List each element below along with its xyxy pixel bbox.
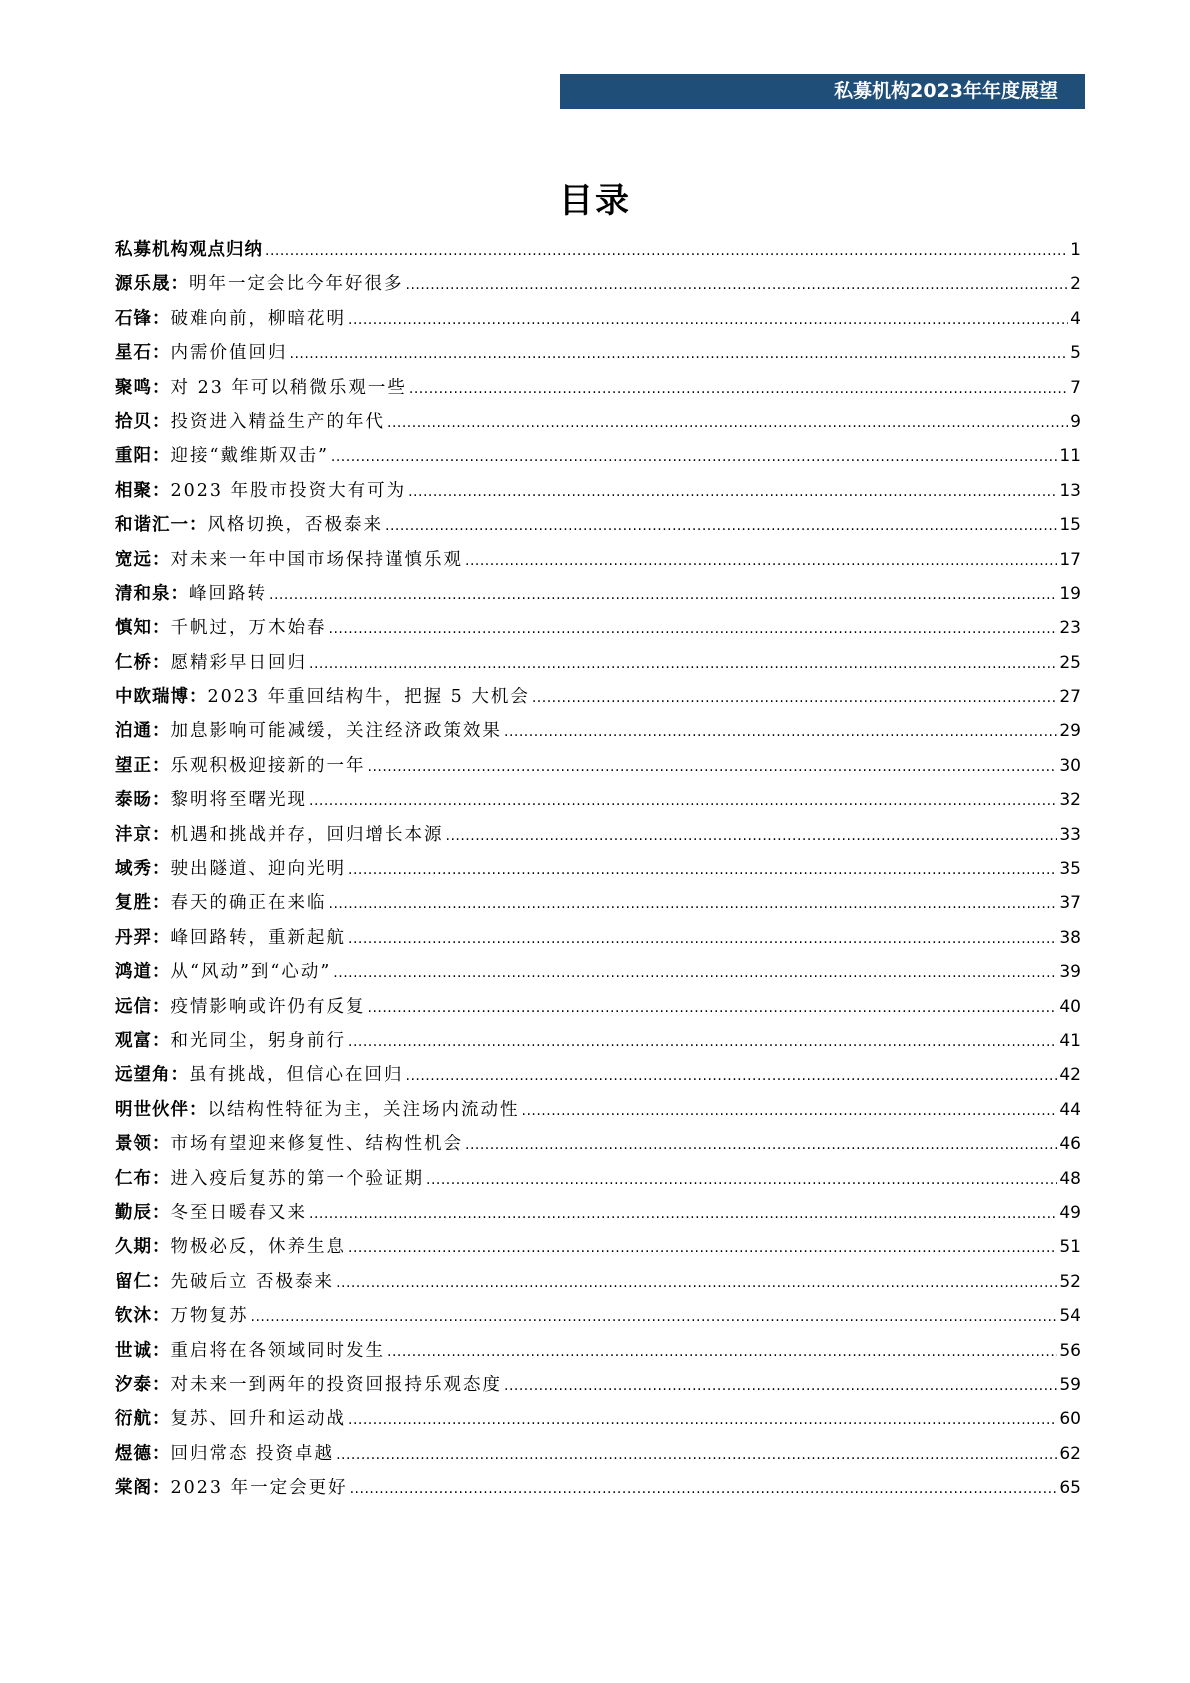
toc-entry-name: 衍航： [115, 1409, 171, 1430]
toc-dot-leader [522, 1103, 1058, 1119]
toc-entry-name: 石锋： [115, 308, 171, 329]
toc-dot-leader [333, 965, 1057, 981]
toc-page-number: 41 [1059, 1030, 1081, 1051]
toc-entry-name: 望正： [115, 755, 171, 776]
toc-entry-subtitle: 2023 年重回结构牛，把握 5 大机会 [207, 687, 530, 708]
toc-page-number: 9 [1070, 411, 1081, 432]
toc-dot-leader [406, 1068, 1058, 1084]
toc-entry-name: 观富： [115, 1030, 171, 1051]
toc-entry[interactable] [115, 546, 1081, 580]
toc-entry-name: 星石： [115, 343, 171, 364]
toc-entry-subtitle: 峰回路转 [189, 583, 267, 604]
toc-dot-leader [331, 449, 1057, 465]
toc-page-number: 51 [1059, 1237, 1081, 1258]
toc-entry-subtitle: 万物复苏 [170, 1306, 249, 1327]
toc-entry-subtitle: 物极必反，休养生息 [170, 1237, 346, 1258]
toc-page-number: 62 [1059, 1443, 1081, 1464]
toc-entry-name: 景领： [115, 1134, 171, 1155]
toc-entry-subtitle: 疫情影响或许仍有反复 [170, 996, 366, 1017]
toc-entry[interactable] [115, 855, 1081, 889]
toc-dot-leader [269, 587, 1057, 603]
toc-dot-leader [348, 931, 1057, 947]
toc-entry-subtitle: 回归常态 投资卓越 [170, 1443, 335, 1464]
toc-dot-leader [348, 1240, 1057, 1256]
toc-entry-name: 汐泰： [115, 1374, 171, 1395]
toc-dot-leader [336, 1275, 1057, 1291]
toc-entry[interactable] [115, 614, 1081, 648]
toc-dot-leader [465, 553, 1057, 569]
toc-dot-leader [309, 656, 1057, 672]
toc-entry[interactable] [115, 1165, 1081, 1199]
toc-entry-subtitle: 投资进入精益生产的年代 [170, 411, 385, 432]
toc-entry[interactable] [115, 1130, 1081, 1164]
toc-page-number: 48 [1059, 1168, 1081, 1189]
toc-entry[interactable] [115, 408, 1081, 442]
toc-page-number: 60 [1059, 1409, 1081, 1430]
toc-entry[interactable] [115, 236, 1081, 270]
toc-page-number: 42 [1059, 1065, 1081, 1086]
toc-page-number: 27 [1059, 687, 1081, 708]
toc-entry[interactable] [115, 993, 1081, 1027]
toc-entry-name: 和谐汇一： [115, 515, 208, 536]
toc-entry-subtitle: 乐观积极迎接新的一年 [170, 755, 366, 776]
toc-page-number: 44 [1059, 1099, 1081, 1120]
toc-entry-subtitle: 峰回路转，重新起航 [170, 927, 346, 948]
toc-dot-leader [348, 312, 1068, 328]
toc-entry-subtitle: 春天的确正在来临 [170, 893, 327, 914]
toc-page-number: 13 [1059, 480, 1081, 501]
toc-page-number: 15 [1059, 515, 1081, 536]
toc-dot-leader [504, 1378, 1057, 1394]
toc-entry[interactable] [115, 270, 1081, 304]
toc-entry-name: 沣京： [115, 824, 171, 845]
toc-entry[interactable] [115, 1233, 1081, 1267]
toc-page-number: 46 [1059, 1134, 1081, 1155]
toc-entry[interactable] [115, 1027, 1081, 1061]
toc-entry-subtitle: 对未来一到两年的投资回报持乐观态度 [170, 1374, 502, 1395]
toc-entry[interactable] [115, 1199, 1081, 1233]
toc-page-number: 19 [1059, 583, 1081, 604]
toc-page-number: 37 [1059, 893, 1081, 914]
toc-page-number: 56 [1059, 1340, 1081, 1361]
toc-entry-subtitle: 2023 年股市投资大有可为 [170, 480, 407, 501]
toc-entry-name: 钦沐： [115, 1306, 171, 1327]
toc-entry[interactable] [115, 1302, 1081, 1336]
toc-entry-name: 复胜： [115, 893, 171, 914]
toc-entry-subtitle: 市场有望迎来修复性、结构性机会 [170, 1134, 463, 1155]
toc-dot-leader [350, 1481, 1058, 1497]
toc-entry[interactable] [115, 683, 1081, 717]
toc-entry-subtitle: 千帆过，万木始春 [170, 618, 327, 639]
toc-dot-leader [265, 243, 1068, 259]
toc-entry-name: 清和泉： [115, 583, 189, 604]
toc-entry[interactable] [115, 786, 1081, 820]
toc-entry-name: 私募机构观点归纳 [115, 240, 263, 260]
toc-dot-leader [290, 346, 1069, 362]
toc-page-number: 29 [1059, 721, 1081, 742]
toc-page-number: 65 [1059, 1478, 1081, 1499]
toc-entry-name: 远信： [115, 996, 171, 1017]
toc-page-number: 5 [1070, 343, 1081, 364]
toc-page-number: 25 [1059, 652, 1081, 673]
toc-page-number: 40 [1059, 996, 1081, 1017]
toc-entry-name: 聚鸣： [115, 377, 171, 398]
toc-page-number: 4 [1070, 308, 1081, 329]
toc-dot-leader [309, 1206, 1057, 1222]
toc-page-number: 23 [1059, 618, 1081, 639]
toc-dot-leader [329, 896, 1058, 912]
toc-entry-subtitle: 风格切换，否极泰来 [207, 515, 383, 536]
toc-entry[interactable] [115, 580, 1081, 614]
toc-entry-subtitle: 进入疫后复苏的第一个验证期 [170, 1168, 424, 1189]
toc-entry-subtitle: 先破后立 否极泰来 [170, 1271, 335, 1292]
toc-entry-subtitle: 加息影响可能减缓，关注经济政策效果 [170, 721, 502, 742]
toc-entry-subtitle: 以结构性特征为主，关注场内流动性 [207, 1099, 520, 1120]
toc-entry-name: 远望角： [115, 1065, 189, 1086]
toc-page-number: 39 [1059, 962, 1081, 983]
toc-entry[interactable] [115, 958, 1081, 992]
toc-entry[interactable] [115, 649, 1081, 683]
toc-dot-leader [426, 1172, 1057, 1188]
toc-entry-subtitle: 机遇和挑战并存，回归增长本源 [170, 824, 444, 845]
toc-entry-name: 重阳： [115, 446, 171, 467]
toc-entry-name: 相聚： [115, 480, 171, 501]
toc-entry[interactable] [115, 1268, 1081, 1302]
toc-dot-leader [251, 1309, 1058, 1325]
toc-entry-subtitle: 从“风动”到“心动” [170, 962, 332, 983]
toc-entry[interactable] [115, 1096, 1081, 1130]
toc-entry-name: 久期： [115, 1237, 171, 1258]
toc-entry-name: 棠阁： [115, 1478, 171, 1499]
report-header-bar [560, 74, 1085, 109]
toc-entry[interactable] [115, 1371, 1081, 1405]
toc-entry[interactable] [115, 821, 1081, 855]
toc-dot-leader [368, 1000, 1058, 1016]
toc-dot-leader [409, 381, 1068, 397]
toc-entry[interactable] [115, 1061, 1081, 1095]
toc-dot-leader [408, 484, 1057, 500]
toc-dot-leader [406, 277, 1069, 293]
toc-page-number: 52 [1059, 1271, 1081, 1292]
toc-dot-leader [387, 415, 1068, 431]
toc-dot-leader [368, 759, 1058, 775]
toc-entry-subtitle: 重启将在各领域同时发生 [170, 1340, 385, 1361]
toc-entry[interactable] [115, 339, 1081, 373]
toc-entry-name: 中欧瑞博： [115, 687, 208, 708]
toc-dot-leader [387, 1344, 1057, 1360]
toc-dot-leader [348, 862, 1057, 878]
toc-dot-leader [348, 1412, 1057, 1428]
toc-entry[interactable] [115, 752, 1081, 786]
toc-entry-subtitle: 破难向前，柳暗花明 [170, 308, 346, 329]
toc-entry-name: 泰旸： [115, 790, 171, 811]
toc-entry[interactable] [115, 717, 1081, 751]
toc-entry-name: 慎知： [115, 618, 171, 639]
toc-dot-leader [532, 690, 1058, 706]
toc-entry[interactable] [115, 511, 1081, 545]
toc-entry-subtitle: 愿精彩早日回归 [170, 652, 307, 673]
toc-entry[interactable] [115, 1440, 1081, 1474]
toc-entry-subtitle: 2023 年一定会更好 [170, 1478, 348, 1499]
toc-entry-name: 世诚： [115, 1340, 171, 1361]
toc-entry-subtitle: 复苏、回升和运动战 [170, 1409, 346, 1430]
toc-page-number: 17 [1059, 549, 1081, 570]
toc-entry-name: 域秀： [115, 859, 171, 880]
toc-page-number: 33 [1059, 824, 1081, 845]
toc-entry[interactable] [115, 1337, 1081, 1371]
toc-page-number: 54 [1059, 1306, 1081, 1327]
toc-entry-name: 泊通： [115, 721, 171, 742]
toc-entry-name: 明世伙伴： [115, 1099, 208, 1120]
toc-entry-subtitle: 驶出隧道、迎向光明 [170, 859, 346, 880]
toc-entry[interactable] [115, 374, 1081, 408]
toc-page-number: 2 [1070, 274, 1081, 295]
toc-entry-subtitle: 明年一定会比今年好很多 [189, 274, 404, 295]
toc-entry-name: 源乐晟： [115, 274, 189, 295]
report-header-title: 私募机构2023年年度展望 [834, 80, 1058, 102]
toc-page-number: 32 [1059, 790, 1081, 811]
toc-entry-name: 勤辰： [115, 1202, 171, 1223]
toc-title: 目录 [559, 181, 631, 221]
toc-entry-subtitle: 和光同尘，躬身前行 [170, 1030, 346, 1051]
toc-entry[interactable] [115, 305, 1081, 339]
toc-entry-name: 鸿道： [115, 962, 171, 983]
toc-dot-leader [446, 828, 1058, 844]
toc-entry-name: 仁布： [115, 1168, 171, 1189]
toc-entry-subtitle: 虽有挑战，但信心在回归 [189, 1065, 404, 1086]
toc-page-number: 35 [1059, 859, 1081, 880]
toc-entry[interactable] [115, 442, 1081, 476]
toc-entry-subtitle: 对未来一年中国市场保持谨慎乐观 [170, 549, 463, 570]
toc-entry-name: 煜德： [115, 1443, 171, 1464]
toc-dot-leader [309, 793, 1057, 809]
toc-entry-subtitle: 黎明将至曙光现 [170, 790, 307, 811]
toc-dot-leader [329, 621, 1058, 637]
toc-entry[interactable] [115, 1405, 1081, 1439]
toc-entry-name: 丹羿： [115, 927, 171, 948]
toc-entry[interactable] [115, 889, 1081, 923]
toc-dot-leader [385, 518, 1057, 534]
toc-entry-name: 拾贝： [115, 411, 171, 432]
toc-entry-subtitle: 内需价值回归 [170, 343, 288, 364]
toc-entry[interactable] [115, 924, 1081, 958]
toc-page-number: 30 [1059, 755, 1081, 776]
toc-page-number: 38 [1059, 927, 1081, 948]
toc-page-number: 11 [1059, 446, 1081, 467]
toc-entry[interactable] [115, 477, 1081, 511]
toc-page-number: 7 [1070, 377, 1081, 398]
toc-page-number: 49 [1059, 1202, 1081, 1223]
toc-dot-leader [348, 1034, 1057, 1050]
toc-list [115, 236, 1081, 1508]
toc-dot-leader [465, 1137, 1057, 1153]
toc-entry-name: 留仁： [115, 1271, 171, 1292]
toc-entry-name: 仁桥： [115, 652, 171, 673]
toc-entry[interactable] [115, 1474, 1081, 1508]
toc-entry-subtitle: 冬至日暖春又来 [170, 1202, 307, 1223]
toc-entry-subtitle: 迎接“戴维斯双击” [170, 446, 329, 467]
toc-page-number: 59 [1059, 1374, 1081, 1395]
toc-dot-leader [336, 1447, 1057, 1463]
toc-entry-name: 宽远： [115, 549, 171, 570]
toc-dot-leader [504, 724, 1057, 740]
toc-entry-subtitle: 对 23 年可以稍微乐观一些 [170, 377, 407, 398]
toc-page-number: 1 [1070, 240, 1081, 260]
